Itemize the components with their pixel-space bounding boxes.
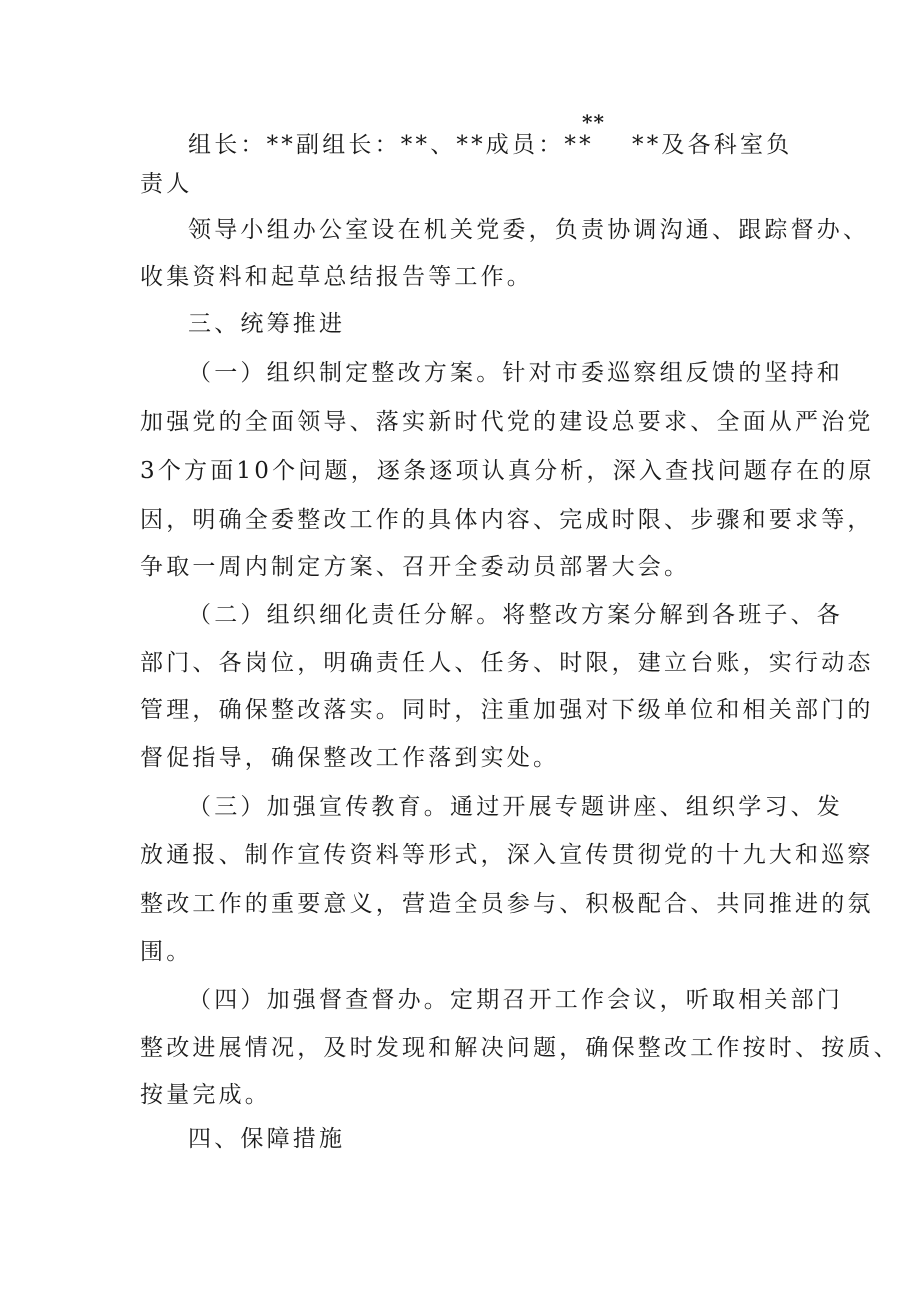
item3-line: 围。 — [140, 939, 193, 965]
item1-line: 因，明确全委整改工作的具体内容、完成时限、步骤和要求等， — [140, 507, 874, 533]
members-wrap-line: 责人 — [140, 171, 193, 197]
item4-line: 按量完成。 — [140, 1082, 271, 1108]
members-line: 组长：**副组长：**、**成员：** — [188, 132, 594, 158]
members-tail: **及各科室负 — [632, 132, 793, 158]
item4-line: 整改进展情况，及时发现和解决问题，确保整改工作按时、按质、 — [140, 1035, 900, 1061]
item3-line: 放通报、制作宣传资料等形式，深入宣传贯彻党的十九大和巡察 — [140, 842, 874, 868]
item2-line: 督促指导，确保整改工作落到实处。 — [140, 745, 560, 771]
item3-line: 整改工作的重要意义，营造全员参与、积极配合、共同推进的氛 — [140, 891, 874, 917]
section-heading: 四、保障措施 — [188, 1126, 346, 1152]
item1-line: 争取一周内制定方案、召开全委动员部署大会。 — [140, 554, 691, 580]
item1-line: 加强党的全面领导、落实新时代党的建设总要求、全面从严治党 — [140, 409, 874, 435]
item3-line: （三）加强宣传教育。通过开展专题讲座、组织学习、发 — [188, 794, 843, 820]
item1-line: 3个方面10个问题，逐条逐项认真分析，深入查找问题存在的原 — [140, 458, 875, 484]
item2-line: （二）组织细化责任分解。将整改方案分解到各班子、各 — [188, 602, 843, 628]
office-paragraph-line: 领导小组办公室设在机关党委，负责协调沟通、跟踪督办、 — [188, 217, 870, 243]
item1-line: （一）组织制定整改方案。针对市委巡察组反馈的坚持和 — [188, 360, 843, 386]
item2-line: 管理，确保整改落实。同时，注重加强对下级单位和相关部门的 — [140, 697, 874, 723]
office-paragraph-line: 收集资料和起草总结报告等工作。 — [140, 264, 533, 290]
members-superscript: ** — [582, 110, 605, 134]
item2-line: 部门、各岗位，明确责任人、任务、时限，建立台账，实行动态 — [140, 650, 874, 676]
section-heading: 三、统筹推进 — [188, 311, 346, 337]
item4-line: （四）加强督查督办。定期召开工作会议，听取相关部门 — [188, 987, 843, 1013]
